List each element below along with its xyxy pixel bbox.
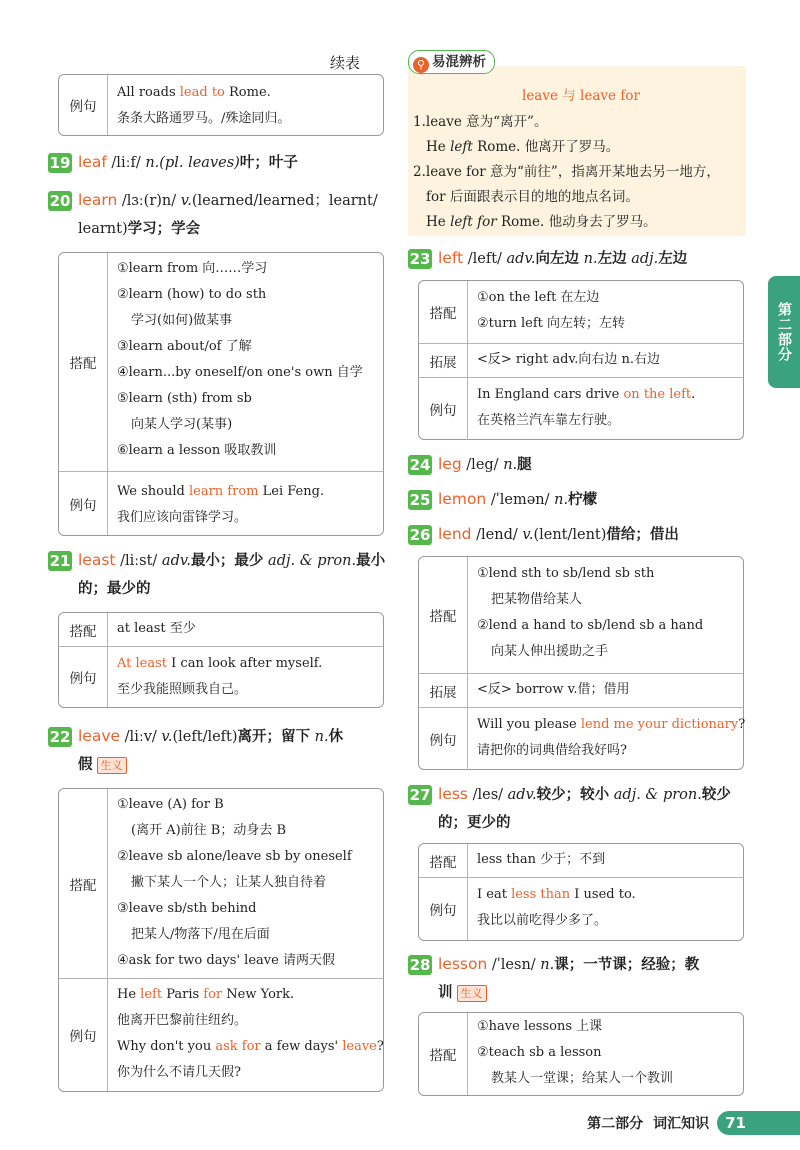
page-number: 71 [717,1111,800,1135]
entry-number: 22 [49,728,71,746]
entry-lend: 26 lend /lend/ v.(lent/lent)借给；借出 [409,525,679,544]
collocation-item: ②lend a hand to sb/lend sb a hand [477,618,704,633]
headword: least [78,551,116,569]
collocation-item: ②learn (how) to do sth [117,287,267,302]
headword: less [438,785,468,803]
example-cn: 你为什么不请几天假? [117,1065,241,1080]
example-en: We should learn from Lei Feng. [117,484,325,499]
example-en: Will you please lend me your dictionary? [477,717,746,732]
table-least [58,612,384,708]
section-side-tab: 第二部分 [768,276,800,388]
headword: lesson [438,955,488,973]
confusion-line: for 后面跟表示目的地的地点名词。 [426,189,639,205]
row-label: 例句 [59,472,108,535]
headword: leaf [78,153,107,171]
collocation-item: 撇下某人一个人；让某人独自待着 [131,875,327,890]
headword: left [438,249,464,267]
entry-number: 28 [409,956,431,974]
row-label: 例句 [59,647,108,707]
example-en: At least I can look after myself. [117,656,323,671]
collocation-item: (离开 A)前往 B；动身去 B [131,823,287,838]
headword: leg [438,455,462,473]
row-label: 例句 [419,378,468,440]
footer-section: 第二部分 [587,1116,644,1132]
row-label: 例句 [59,75,108,135]
row-label: 拓展 [419,674,468,707]
row-label: 例句 [419,878,468,940]
footer-title: 词汇知识 [653,1116,710,1132]
extension-item: <反> borrow v.借；借用 [477,682,630,697]
entry-leg: 24 leg /leg/ n.腿 [409,455,532,474]
page-footer [587,1110,800,1136]
entry-number: 26 [409,526,431,544]
row-label: 搭配 [419,281,468,343]
confusion-line: He left Rome. 他离开了罗马。 [426,139,620,155]
collocation-item: 教某人一堂课；给某人一个教训 [491,1071,674,1086]
new-meaning-tag: 生义 [457,985,487,1002]
entry-lemon: 25 lemon /ˈlemən/ n.柠檬 [409,490,598,509]
collocation-item: at least 至少 [117,621,196,636]
collocation-item: 把某物借给某人 [491,592,583,607]
entry-number: 20 [49,192,71,210]
headword: lemon [438,490,487,508]
collocation-item: 向某人伸出援助之手 [491,644,609,659]
headword: leave [78,727,121,745]
collocation-item: 向某人学习(某事) [131,417,233,432]
row-label: 搭配 [419,844,468,877]
collocation-item: ③learn about/of 了解 [117,339,252,354]
example-cn: 我们应该向雷锋学习。 [117,510,248,525]
entry-number: 19 [49,154,71,172]
example-cn: 我比以前吃得少多了。 [477,913,608,928]
collocation-item: ③leave sb/sth behind [117,901,257,916]
example-en: In England cars drive on the left. [477,387,696,402]
confusion-title: ⚲ 易混辨析 [408,50,495,74]
table-less [418,843,744,941]
row-label: 例句 [419,708,468,770]
entry-number: 27 [409,786,431,804]
confusion-line: He left for Rome. 他动身去了罗马。 [426,214,657,230]
magnifier-icon: ⚲ [413,57,429,73]
headword: learn [78,191,118,209]
confusion-heading: leave 与 leave for [522,88,640,104]
entry-leaf: 19 leaf /liːf/ n.(pl. leaves)叶；叶子 [49,153,298,172]
entry-lesson: 28 lesson /ˈlesn/ n.课；一节课；经验；教 训 生义 [409,955,700,1001]
table-learn [58,252,384,536]
entry-least: 21 least /liːst/ adv.最小；最少 adj. & pron.最小 的；最少的 [49,551,386,597]
row-label: 例句 [59,979,108,1091]
example-en: He left Paris for New York. [117,987,295,1002]
example-cn: 至少我能照顾我自己。 [117,682,248,697]
row-label: 搭配 [59,613,108,646]
table-lend [418,556,744,770]
table-lesson [418,1012,744,1096]
example-en: Why don't you ask for a few days' leave? [117,1039,384,1054]
example-cn: 请把你的词典借给我好吗? [477,743,627,758]
collocation-item: less than 少于；不到 [477,852,606,867]
row-label: 搭配 [419,557,468,673]
table-lead-continued [58,74,384,136]
confusion-line: 1.leave 意为“离开”。 [413,114,548,130]
collocation-item: ①learn from 向……学习 [117,261,268,276]
collocation-item: ①leave (A) for B [117,797,224,812]
entry-number: 21 [49,552,71,570]
collocation-item: 把某人/物落下/甩在后面 [131,927,270,942]
row-label: 拓展 [419,344,468,377]
table-leave [58,788,384,1092]
headword: lend [438,525,472,543]
collocation-item: ②leave sb alone/leave sb by oneself [117,849,352,864]
entry-leave: 22 leave /liːv/ v.(left/left)离开；留下 n.休 假 生义 [49,727,344,773]
new-meaning-tag: 生义 [97,757,127,774]
continued-label: 续表 [330,54,361,72]
table-left [418,280,744,440]
collocation-item: ①lend sth to sb/lend sb sth [477,566,655,581]
collocation-item: ④learn...by oneself/on one's own 自学 [117,365,363,380]
example-cn: 他离开巴黎前往纽约。 [117,1013,248,1028]
collocation-item: ①on the left 在左边 [477,290,600,305]
row-label: 搭配 [59,789,108,978]
collocation-item: 学习(如何)做某事 [131,313,233,328]
example-cn: 条条大路通罗马。/殊途同归。 [117,111,291,126]
collocation-item: ④ask for two days' leave 请两天假 [117,953,335,968]
collocation-item: ⑥learn a lesson 吸取教训 [117,443,277,458]
entry-number: 23 [409,250,431,268]
collocation-item: ②turn left 向左转；左转 [477,316,625,331]
collocation-item: ①have lessons 上课 [477,1019,603,1034]
example-en: All roads lead to Rome. [117,85,271,100]
entry-less: 27 less /les/ adv.较少；较小 adj. & pron.较少 的；更少的 [409,785,731,831]
entry-left: 23 left /left/ adv.向左边 n.左边 adj.左边 [409,249,688,268]
confusion-line: 2.leave for 意为“前往”，指离开某地去另一地方， [413,164,720,180]
example-en: I eat less than I used to. [477,887,636,902]
example-cn: 在英格兰汽车靠左行驶。 [477,413,621,428]
extension-item: <反> right adv.向右边 n.右边 [477,352,660,367]
entry-number: 24 [409,456,431,474]
row-label: 搭配 [59,253,108,471]
collocation-item: ②teach sb a lesson [477,1045,602,1060]
entry-number: 25 [409,491,431,509]
collocation-item: ⑤learn (sth) from sb [117,391,252,406]
entry-learn: 20 learn /lɜː(r)n/ v.(learned/learned；learnt/ learnt)学习；学会 [49,191,378,237]
row-label: 搭配 [419,1013,468,1095]
